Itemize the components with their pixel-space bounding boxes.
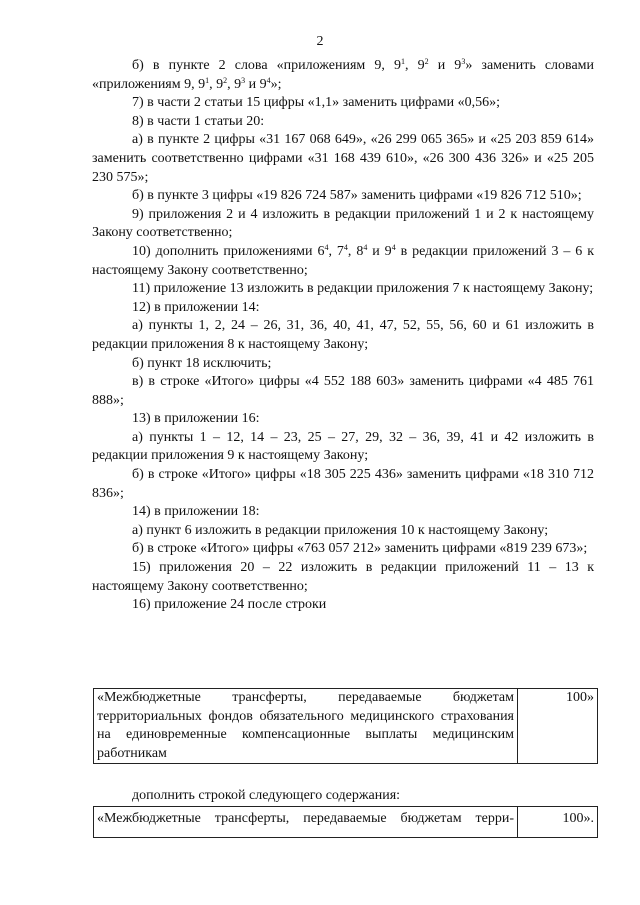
paragraph-8b: б) в пункте 3 цифры «19 826 724 587» заменить цифрами «19 826 712 510»; [132, 188, 582, 204]
paragraph-8: 8) в части 1 статьи 20: [132, 113, 265, 129]
insertion-instruction: дополнить строкой следующего содержания: [132, 788, 401, 803]
paragraph-9: 9) приложения 2 и 4 изложить в редакции приложений 1 и 2 к настоящему Закону соответственно; [92, 206, 594, 241]
paragraph-12b: б) пункт 18 исключить; [132, 355, 272, 371]
table-row [94, 807, 598, 838]
paragraph-7: 7) в части 2 статьи 15 цифры «1,1» заменить цифрами «0,56»; [132, 95, 500, 111]
paragraph-12a: а) пункты 1, 2, 24 – 26, 31, 36, 40, 41, 47, 52, 55, 56, 60 и 61 изложить в редакции приложения 8 к настоящему Закону; [92, 318, 594, 352]
new-row-table [93, 806, 598, 838]
replaced-row-table [93, 688, 598, 764]
document-body [92, 57, 594, 615]
page-number: 2 [316, 34, 324, 49]
paragraph-14b: б) в строке «Итого» цифры «763 057 212» заменить цифрами «819 239 673»; [132, 541, 588, 557]
paragraph-11: 11) приложение 13 изложить в редакции приложения 7 к настоящему Закону; [132, 281, 594, 297]
paragraph-12: 12) в приложении 14: [132, 299, 260, 315]
paragraph-12c: в) в строке «Итого» цифры «4 552 188 603» заменить цифрами «4 485 761 888»; [92, 374, 594, 408]
paragraph-13: 13) в приложении 16: [132, 411, 260, 427]
paragraph-13a: а) пункты 1 – 12, 14 – 23, 25 – 27, 29, 32 – 36, 39, 41 и 42 изложить в редакции приложения 9 к настоящему Закону; [92, 429, 594, 464]
table-row [94, 689, 598, 764]
row-value: 100». [518, 807, 598, 838]
row-value: 100» [518, 689, 598, 764]
row-description: «Межбюджетные трансферты, передаваемые бюджетам территориальных фондов обязательного медицинского страхования на единовременные компенсационные выплаты медицинским работникам [94, 689, 518, 764]
paragraph-14: 14) в приложении 18: [132, 504, 260, 520]
paragraph-16: 16) приложение 24 после строки [132, 597, 327, 613]
paragraph-13b: б) в строке «Итого» цифры «18 305 225 436» заменить цифрами «18 310 712 836»; [92, 467, 594, 501]
paragraph-item-b: б) в пункте 2 слова «приложениям 9, $9^1$, $9^2$ и $9^3$» заменить словами «приложениям 9, $9^1$, $9^2$, $9^3$ и $9^4$»; [92, 57, 595, 92]
paragraph-15: 15) приложения 20 – 22 изложить в редакции приложений 11 – 13 к настоящему Закону соответственно; [92, 560, 594, 594]
paragraph-8a: а) в пункте 2 цифры «31 167 068 649», «26 299 065 365» и «25 203 859 614» заменить соответственно цифрами «31 168 439 610», «26 300 436 326» и «25 205 230 575»; [92, 132, 594, 185]
paragraph-14a: а) пункт 6 изложить в редакции приложения 10 к настоящему Закону; [132, 522, 549, 538]
row-description: «Межбюджетные трансферты, передаваемые бюджетам терри- [94, 807, 518, 838]
paragraph-10: 10) дополнить приложениями $6^4$, $7^4$, $8^4$ и $9^4$ в редакции приложений 3 – 6 к настоящему Закону соответственно; [92, 242, 595, 278]
